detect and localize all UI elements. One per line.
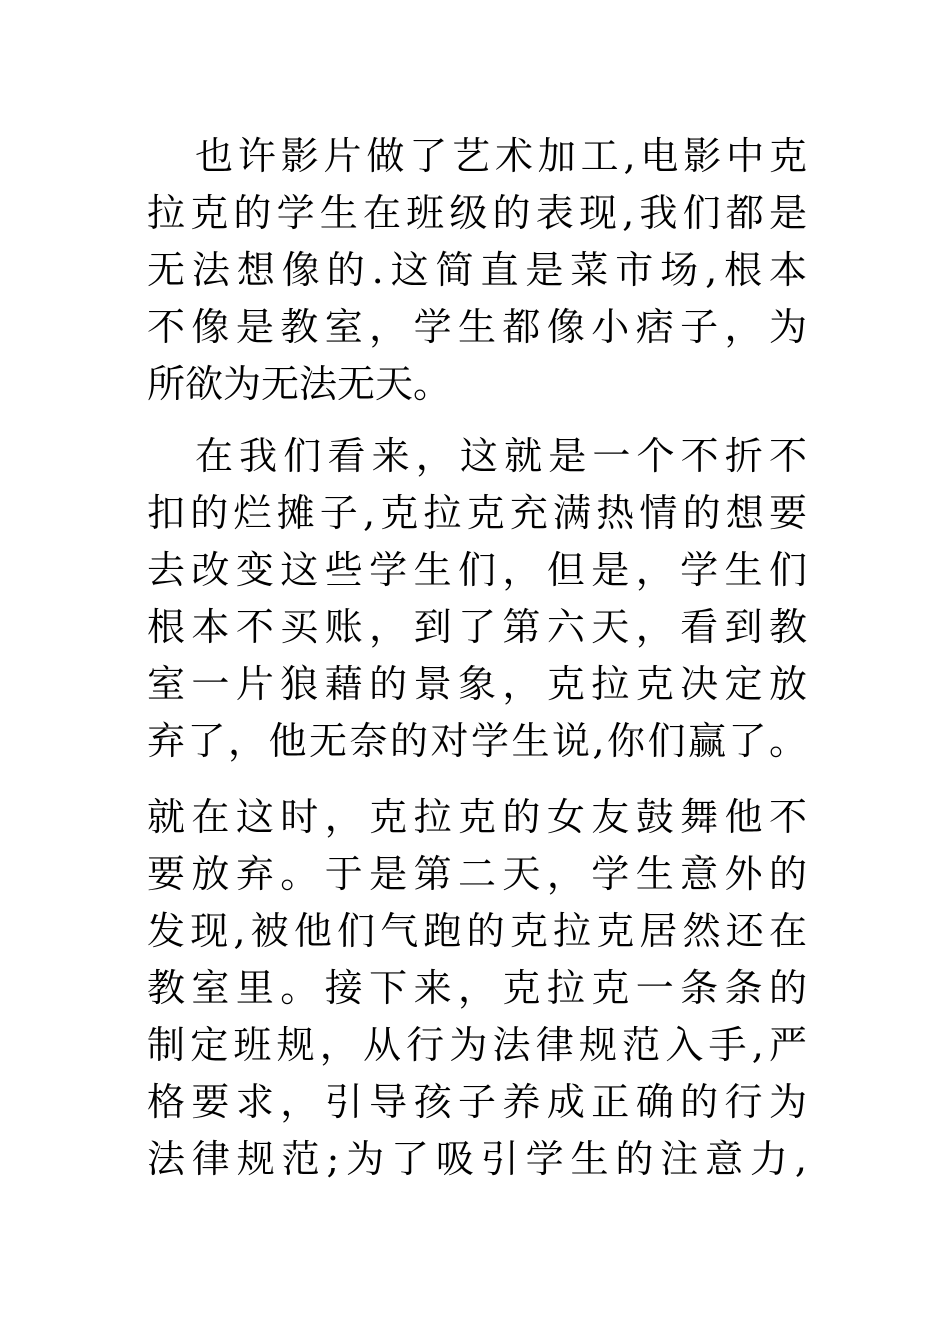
paragraph-line: 教室里。接下来，克拉克一条条的 [147,966,807,1010]
paragraph-line: 室一片狼藉的景象，克拉克决定放 [147,662,807,706]
paragraph-line: 就在这时，克拉克的女友鼓舞他不 [147,795,807,839]
paragraph-line: 无法想像的.这简直是菜市场,根本 [147,248,807,292]
paragraph-line: 格要求，引导孩子养成正确的行为 [147,1080,807,1124]
paragraph-line: 制定班规，从行为法律规范入手,严 [147,1023,807,1067]
paragraph-line: 在我们看来，这就是一个不折不 [195,434,807,478]
paragraph-line: 根本不买账，到了第六天，看到教 [147,605,807,649]
paragraph-line: 所欲为无法无天。 [147,362,452,406]
paragraph-line: 法律规范;为了吸引学生的注意力, [147,1137,807,1181]
paragraph-line: 发现,被他们气跑的克拉克居然还在 [147,909,807,953]
paragraph-line: 也许影片做了艺术加工,电影中克 [195,134,807,178]
paragraph-line: 不像是教室，学生都像小痞子，为 [147,305,807,349]
paragraph-line: 扣的烂摊子,克拉克充满热情的想要 [147,491,807,535]
paragraph-line: 要放弃。于是第二天，学生意外的 [147,852,807,896]
paragraph-line: 去改变这些学生们，但是，学生们 [147,548,807,592]
paragraph-line: 拉克的学生在班级的表现,我们都是 [147,191,807,235]
paragraph-line: 弃了，他无奈的对学生说,你们赢了。 [147,719,807,763]
